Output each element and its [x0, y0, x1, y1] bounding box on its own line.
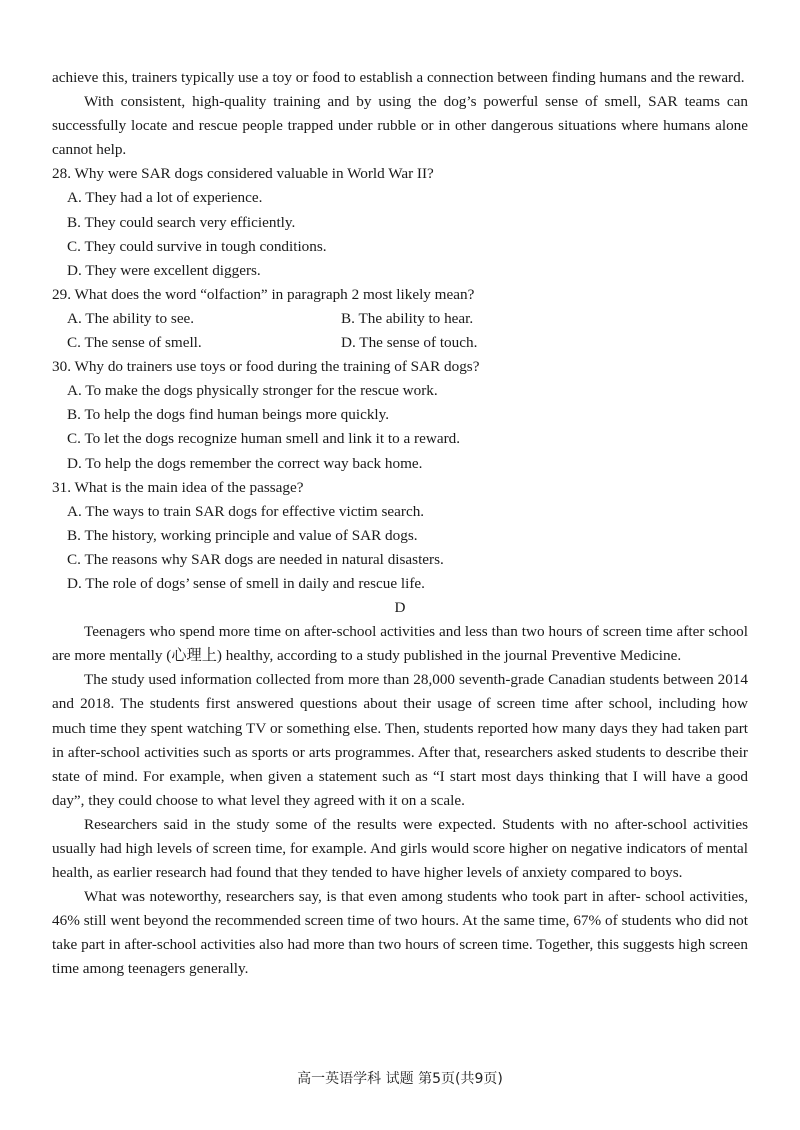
options-row: [52, 307, 748, 331]
option-b: B. To help the dogs find human beings more quickly.: [67, 406, 390, 424]
option-b: B. The history, working principle and value of SAR dogs.: [67, 526, 418, 544]
passage-d-paragraph: The study used information collected from more than 28,000 seventh-grade Canadian students between 2014 and 2018. The students first answered questions about their usage of screen time after school, including how much time they spent watching TV or something else. Then, students reported how many days they had taken part in after-school activities such as sports or arts programmes. After that, researchers asked students to describe their state of mind. For example, when given a statement such as “I start most days thinking that I will have a good day”, they could choose to what level they agreed with it on a scale.: [52, 671, 748, 809]
section-heading: D: [394, 599, 406, 617]
option-c: C. The reasons why SAR dogs are needed in natural disasters.: [67, 550, 444, 568]
option-a: A. To make the dogs physically stronger for the rescue work.: [67, 382, 438, 400]
question-stem: 29. What does the word “olfaction” in paragraph 2 most likely mean?: [52, 285, 475, 303]
passage-d-paragraph: Researchers said in the study some of the results were expected. Students with no after-school activities usually had high levels of screen time, for example. And girls would score higher on negative indicators of mental health, as earlier research had found that they tended to have higher levels of anxiety compared to boys.: [52, 815, 748, 882]
option-b: B. They could search very efficiently.: [67, 213, 296, 231]
passage-d-paragraph: What was noteworthy, researchers say, is that even among students who took part in after- school activities, 46% still went beyond the recommended screen time of two hours. At the same time, 67% of students who did not take part in after-school activities also had more than two hours of screen time. Together, this suggests high screen time among teenagers generally.: [52, 888, 748, 978]
option-a: A. They had a lot of experience.: [67, 189, 263, 207]
option-d: D. The role of dogs’ sense of smell in daily and rescue life.: [67, 574, 425, 592]
question-stem: 30. Why do trainers use toys or food during the training of SAR dogs?: [52, 358, 480, 376]
option-d: D. They were excellent diggers.: [67, 261, 261, 279]
passage-c-paragraph: achieve this, trainers typically use a toy or food to establish a connection between finding humans and the reward.: [52, 69, 745, 86]
question-28: [52, 162, 748, 282]
option-b: B. The ability to hear.: [341, 309, 474, 327]
option-a: A. The ability to see.: [67, 309, 195, 327]
question-29: [52, 283, 748, 355]
question-31: [52, 476, 748, 596]
page-footer: 高一英语学科 试题 第5页(共9页): [297, 1071, 503, 1087]
option-c: C. The sense of smell.: [67, 334, 202, 352]
option-d: D. To help the dogs remember the correct way back home.: [67, 454, 423, 472]
passage-c-paragraph: With consistent, high-quality training and by using the dog’s powerful sense of smell, SAR teams can successfully locate and rescue people trapped under rubble or in other dangerous situations where humans alone cannot help.: [52, 93, 748, 159]
option-c: C. To let the dogs recognize human smell and link it to a reward.: [67, 430, 461, 448]
option-c: C. They could survive in tough conditions.: [67, 237, 327, 255]
exam-page: [52, 66, 748, 982]
passage-d-paragraph: Teenagers who spend more time on after-school activities and less than two hours of screen time after school are more mentally (心理上) healthy, according to a study published in the journal Preventive Medicine.: [52, 623, 748, 665]
option-a: A. The ways to train SAR dogs for effective victim search.: [67, 502, 425, 520]
option-d: D. The sense of touch.: [341, 334, 478, 352]
question-stem: 31. What is the main idea of the passage?: [52, 478, 304, 496]
question-stem: 28. Why were SAR dogs considered valuable in World War II?: [52, 165, 434, 183]
question-30: [52, 355, 748, 475]
options-row: [52, 331, 748, 355]
